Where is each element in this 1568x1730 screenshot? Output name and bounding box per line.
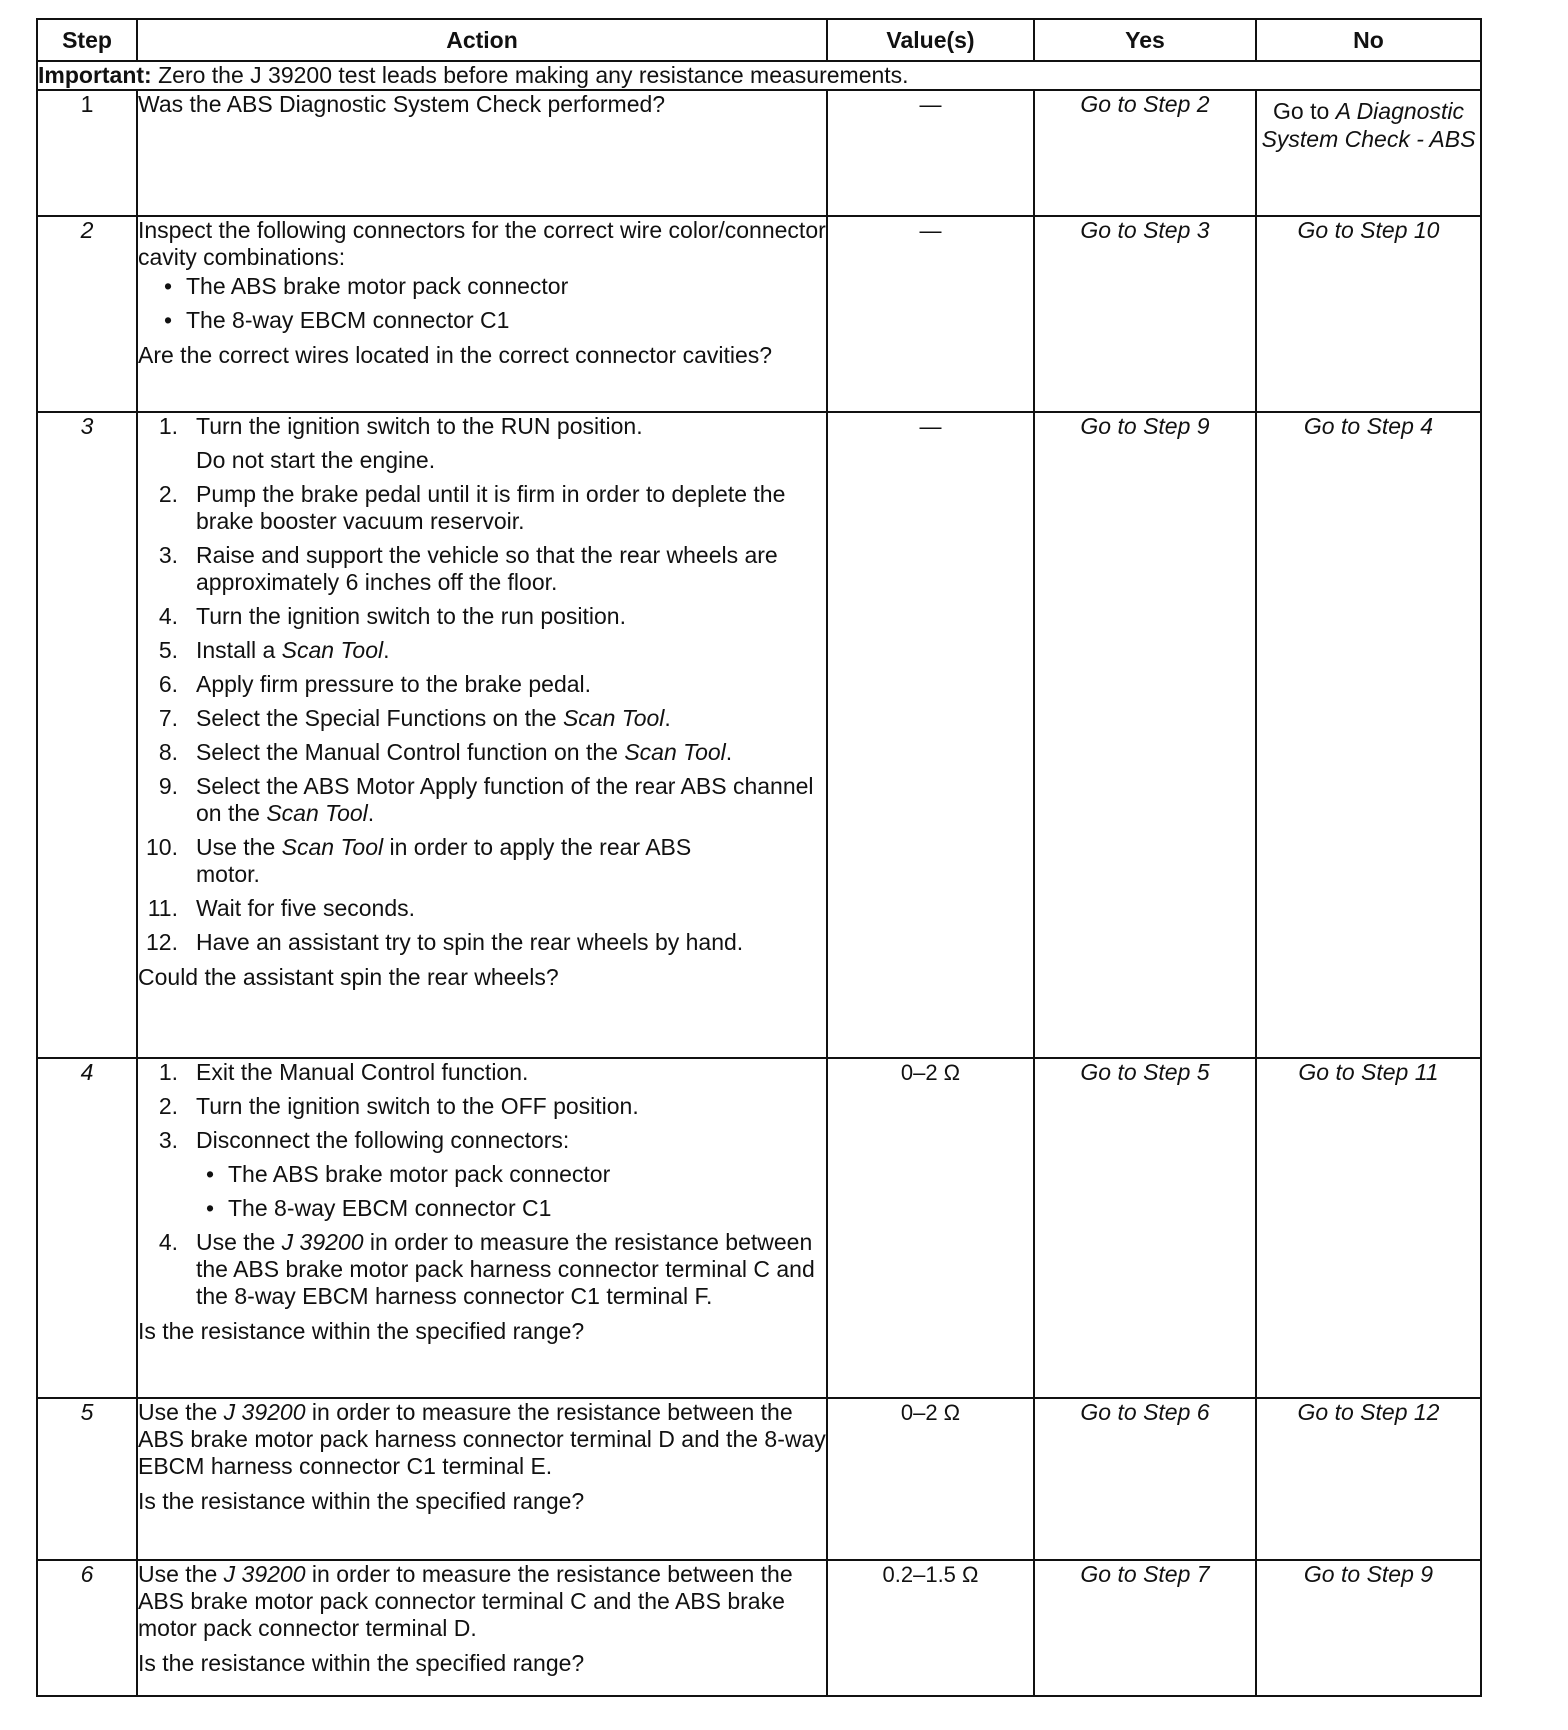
item-text: Disconnect the following connectors: <box>196 1127 570 1153</box>
no-link[interactable]: Go to Step 11 <box>1256 1058 1481 1398</box>
action-cell <box>137 412 827 1058</box>
action-cell <box>137 1398 827 1560</box>
value-cell: — <box>827 90 1034 216</box>
item-number: 11. <box>147 895 178 921</box>
item-text: Wait for five seconds. <box>196 895 416 921</box>
list-item <box>138 1229 826 1310</box>
item-number: 2. <box>158 1093 178 1119</box>
diagnostic-document <box>36 18 1480 1697</box>
table-row <box>37 216 1481 412</box>
important-text: Zero the J 39200 test leads before making any resistance measurements. <box>151 62 909 88</box>
header-values: Value(s) <box>827 19 1034 61</box>
important-label: Important: <box>38 62 152 88</box>
action-question: Are the correct wires located in the correct connector cavities? <box>138 342 773 368</box>
item-text: in order to measure the resistance between the ABS brake motor pack harness connector terminal C and the 8-way EBCM harness connector C1 terminal F. <box>196 1229 815 1309</box>
list-item <box>138 705 826 732</box>
value-cell: 0–2 Ω <box>827 1398 1034 1560</box>
list-item <box>138 834 826 888</box>
list-item <box>138 637 826 664</box>
item-number: 3. <box>158 542 178 568</box>
list-item <box>138 481 826 535</box>
no-link[interactable]: Go to Step 4 <box>1256 412 1481 1058</box>
item-number: 4. <box>158 1229 178 1255</box>
action-text-part: in order to measure the resistance between the ABS brake motor pack harness connector terminal D and the 8-way EBCM harness connector C1 terminal E. <box>138 1399 826 1479</box>
item-text: Use the <box>196 1229 282 1255</box>
bullet-item: • The 8-way EBCM connector C1 <box>138 307 826 334</box>
action-text-part: Use the <box>138 1561 224 1587</box>
diagnostic-table <box>36 18 1482 1697</box>
important-row <box>37 61 1481 90</box>
bullet-item: • The 8-way EBCM connector C1 <box>138 1195 826 1222</box>
item-number: 4. <box>158 603 178 629</box>
step-number: 2 <box>37 216 137 412</box>
bullet-item: • The ABS brake motor pack connector <box>138 1161 826 1188</box>
table-row <box>37 1398 1481 1560</box>
item-text: . <box>725 739 733 765</box>
yes-link[interactable]: Go to Step 3 <box>1034 216 1256 412</box>
item-number: 1. <box>158 413 178 439</box>
important-note <box>37 61 1481 90</box>
action-question: Is the resistance within the specified range? <box>138 1318 585 1344</box>
no-link[interactable]: Go to Step 10 <box>1256 216 1481 412</box>
item-number: 9. <box>158 773 178 799</box>
list-item <box>138 739 826 766</box>
item-number: 3. <box>158 1127 178 1153</box>
no-link-target: A Diagnostic System Check - ABS <box>1261 98 1476 152</box>
no-link[interactable]: Go to Step 9 <box>1256 1560 1481 1696</box>
action-cell <box>137 1560 827 1696</box>
list-item <box>138 1127 826 1154</box>
item-number: 7. <box>158 705 178 731</box>
action-text-part: Use the <box>138 1399 224 1425</box>
action-question: Was the ABS Diagnostic System Check performed? <box>138 91 666 117</box>
value-cell: — <box>827 216 1034 412</box>
item-text: Apply firm pressure to the brake pedal. <box>196 671 592 697</box>
action-cell <box>137 1058 827 1398</box>
header-step: Step <box>37 19 137 61</box>
list-item <box>138 1059 826 1086</box>
item-number: 6. <box>158 671 178 697</box>
tool-name: J 39200 <box>223 1399 306 1425</box>
bullet-item: • The ABS brake motor pack connector <box>138 273 826 300</box>
no-link-prefix: Go to <box>1273 98 1336 124</box>
item-text: . <box>383 637 390 663</box>
step-number: 1 <box>37 90 137 216</box>
value-cell: 0–2 Ω <box>827 1058 1034 1398</box>
yes-link[interactable]: Go to Step 5 <box>1034 1058 1256 1398</box>
item-text: Install a <box>196 637 282 663</box>
item-text: . <box>367 800 375 826</box>
item-text: Pump the brake pedal until it is firm in order to deplete the brake booster vacuum reservoir. <box>196 481 786 534</box>
table-row <box>37 1058 1481 1398</box>
item-text: Raise and support the vehicle so that the rear wheels are approximately 6 inches off the floor. <box>196 542 778 595</box>
action-cell <box>137 90 827 216</box>
step-number: 5 <box>37 1398 137 1560</box>
step-number: 4 <box>37 1058 137 1398</box>
list-item <box>138 542 826 596</box>
step-number: 6 <box>37 1560 137 1696</box>
list-item: Do not start the engine. <box>196 447 436 473</box>
yes-link[interactable]: Go to Step 6 <box>1034 1398 1256 1560</box>
item-text: in order to apply the rear ABS motor. <box>196 834 692 887</box>
item-number: 2. <box>158 481 178 507</box>
tool-name: Scan Tool <box>266 800 368 826</box>
list-item <box>138 413 826 440</box>
action-question: Could the assistant spin the rear wheels? <box>138 964 559 990</box>
yes-link[interactable]: Go to Step 9 <box>1034 412 1256 1058</box>
list-item <box>138 603 826 630</box>
action-text <box>138 1561 826 1642</box>
item-text: Turn the ignition switch to the OFF position. <box>196 1093 639 1119</box>
item-text: Have an assistant try to spin the rear wheels by hand. <box>196 929 744 955</box>
action-cell <box>137 216 827 412</box>
item-number: 10. <box>146 834 178 860</box>
item-text: Turn the ignition switch to the run position. <box>196 603 626 629</box>
item-text: Exit the Manual Control function. <box>196 1059 529 1085</box>
table-row <box>37 412 1481 1058</box>
yes-link[interactable]: Go to Step 2 <box>1034 90 1256 216</box>
table-row <box>37 90 1481 216</box>
list-item <box>138 895 826 922</box>
list-item <box>138 773 826 827</box>
list-item <box>138 929 826 956</box>
header-row <box>37 19 1481 61</box>
tool-name: J 39200 <box>223 1561 306 1587</box>
table-row <box>37 1560 1481 1696</box>
header-yes: Yes <box>1034 19 1256 61</box>
action-question: Is the resistance within the specified range? <box>138 1650 585 1676</box>
item-text: . <box>664 705 671 731</box>
value-cell: 0.2–1.5 Ω <box>827 1560 1034 1696</box>
item-text: Select the Special Functions on the <box>196 705 563 731</box>
item-number: 5. <box>158 637 178 663</box>
no-link[interactable]: Go to Step 12 <box>1256 1398 1481 1560</box>
item-number: 8. <box>158 739 178 765</box>
list-item <box>138 671 826 698</box>
action-text-part: in order to measure the resistance between the ABS brake motor pack connector terminal C and the ABS brake motor pack connector terminal D. <box>138 1561 793 1641</box>
item-text: Use the <box>196 834 282 860</box>
list-item <box>138 1093 826 1120</box>
step-number: 3 <box>37 412 137 1058</box>
header-no: No <box>1256 19 1481 61</box>
header-action: Action <box>137 19 827 61</box>
tool-name: Scan Tool <box>281 834 384 860</box>
action-intro: Inspect the following connectors for the correct wire color/connector cavity combinations: <box>138 217 826 270</box>
tool-name: Scan Tool <box>562 705 665 731</box>
item-number: 12. <box>146 929 178 955</box>
value-cell: — <box>827 412 1034 1058</box>
item-number: 1. <box>158 1059 178 1085</box>
item-text: Select the Manual Control function on the <box>196 739 625 765</box>
tool-name: Scan Tool <box>624 739 726 765</box>
yes-link[interactable]: Go to Step 7 <box>1034 1560 1256 1696</box>
action-question: Is the resistance within the specified range? <box>138 1488 585 1514</box>
no-link[interactable] <box>1256 90 1481 216</box>
item-text: Turn the ignition switch to the RUN position. <box>196 413 643 439</box>
item-text: Select the ABS Motor Apply function of the rear ABS channel on the <box>196 773 814 826</box>
tool-name: J 39200 <box>281 1229 364 1255</box>
action-text <box>138 1399 826 1480</box>
tool-name: Scan Tool <box>281 637 384 663</box>
